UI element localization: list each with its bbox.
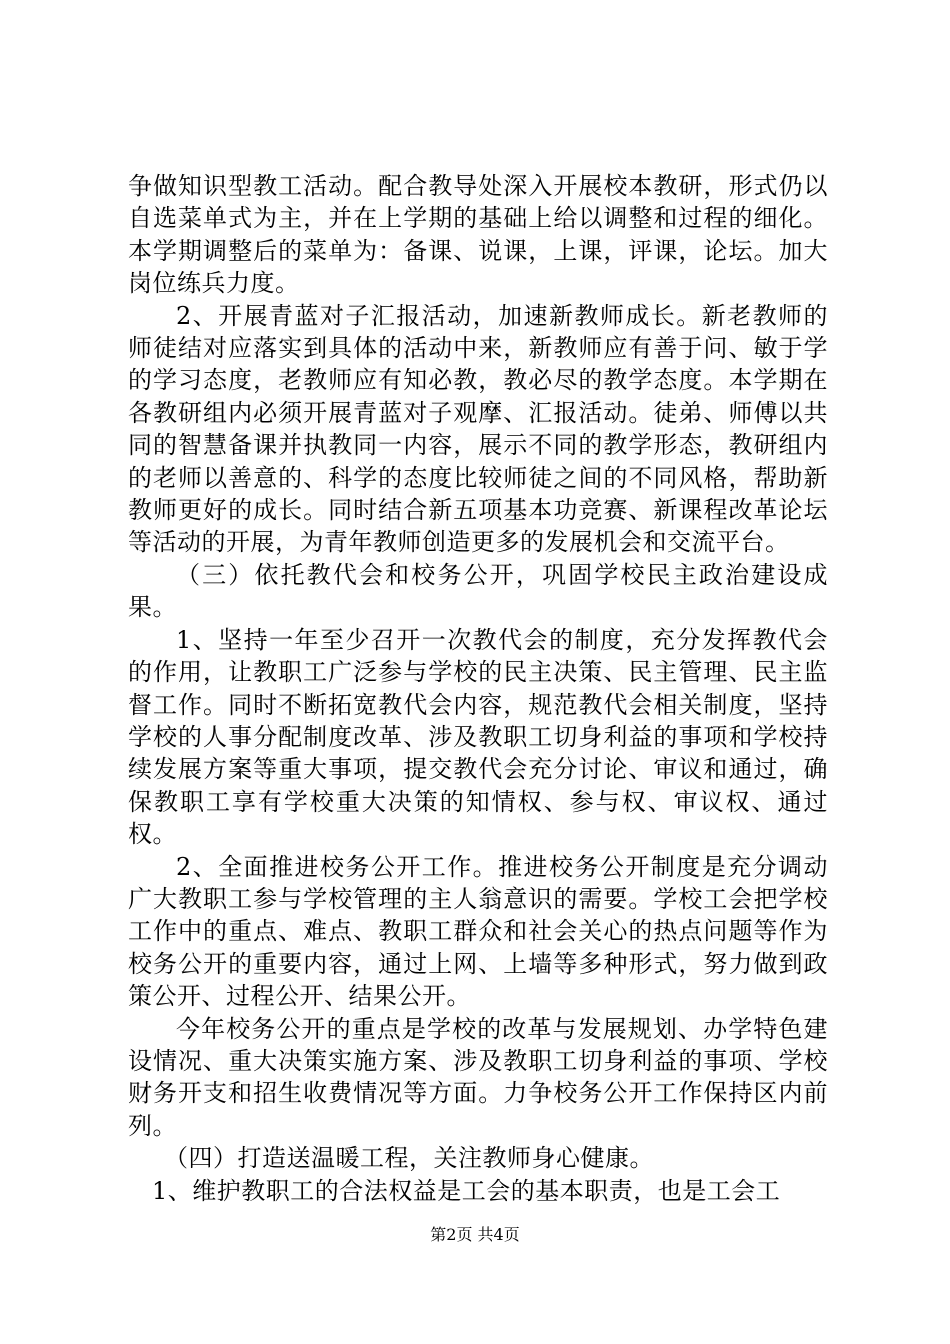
page-number-footer: 第2页 共4页: [430, 1225, 520, 1244]
section-heading-3: （三）依托教代会和校务公开，巩固学校民主政治建设成果。: [128, 560, 828, 622]
paragraph-4: 1、坚持一年至少召开一次教代会的制度，充分发挥教代会的作用，让教职工广泛参与学校的民主决策、民主管理、民主监督工作。同时不断拓宽教代会内容，规范教代会相关制度，坚持学校的人事分配制度改革、涉及教职工切身利益的事项和学校持续发展方案等重大事项，提交教代会充分讨论、审议和通过，确保教职工享有学校重大决策的知情权、参与权、审议权、通过权。: [128, 625, 828, 849]
paragraph-5: 2、全面推进校务公开工作。推进校务公开制度是充分调动广大教职工参与学校管理的主人翁意识的需要。学校工会把学校工作中的重点、难点、教职工群众和社会关心的热点问题等作为校务公开的重要内容，通过上网、上墙等多种形式，努力做到政策公开、过程公开、结果公开。: [128, 852, 828, 1011]
paragraph-1: 争做知识型教工活动。配合教导处深入开展校本教研，形式仍以自选菜单式为主，并在上学期的基础上给以调整和过程的细化。本学期调整后的菜单为：备课、说课，上课，评课，论坛。加大岗位练兵力度。: [128, 172, 828, 298]
section-heading-4: （四）打造送温暖工程，关注教师身心健康。: [164, 1144, 654, 1173]
paragraph-6: 今年校务公开的重点是学校的改革与发展规划、办学特色建设情况、重大决策实施方案、涉及教职工切身利益的事项、学校财务开支和招生收费情况等方面。力争校务公开工作保持区内前列。: [128, 1014, 828, 1140]
paragraph-8: 1、维护教职工的合法权益是工会的基本职责，也是工会工: [152, 1176, 781, 1205]
paragraph-2: 2、开展青蓝对子汇报活动，加速新教师成长。新老教师的师徒结对应落实到具体的活动中来，新教师应有善于问、敏于学的学习态度，老教师应有知必教，教必尽的教学态度。本学期在各教研组内必须开展青蓝对子观摩、汇报活动。徒弟、师傅以共同的智慧备课并执教同一内容，展示不同的教学形态，教研组内的老师以善意的、科学的态度比较师徒之间的不同风格，帮助新教师更好的成长。同时结合新五项基本功竞赛、新课程改革论坛等活动的开展，为青年教师创造更多的发展机会和交流平台。: [128, 301, 828, 557]
document-body: [128, 170, 828, 1207]
